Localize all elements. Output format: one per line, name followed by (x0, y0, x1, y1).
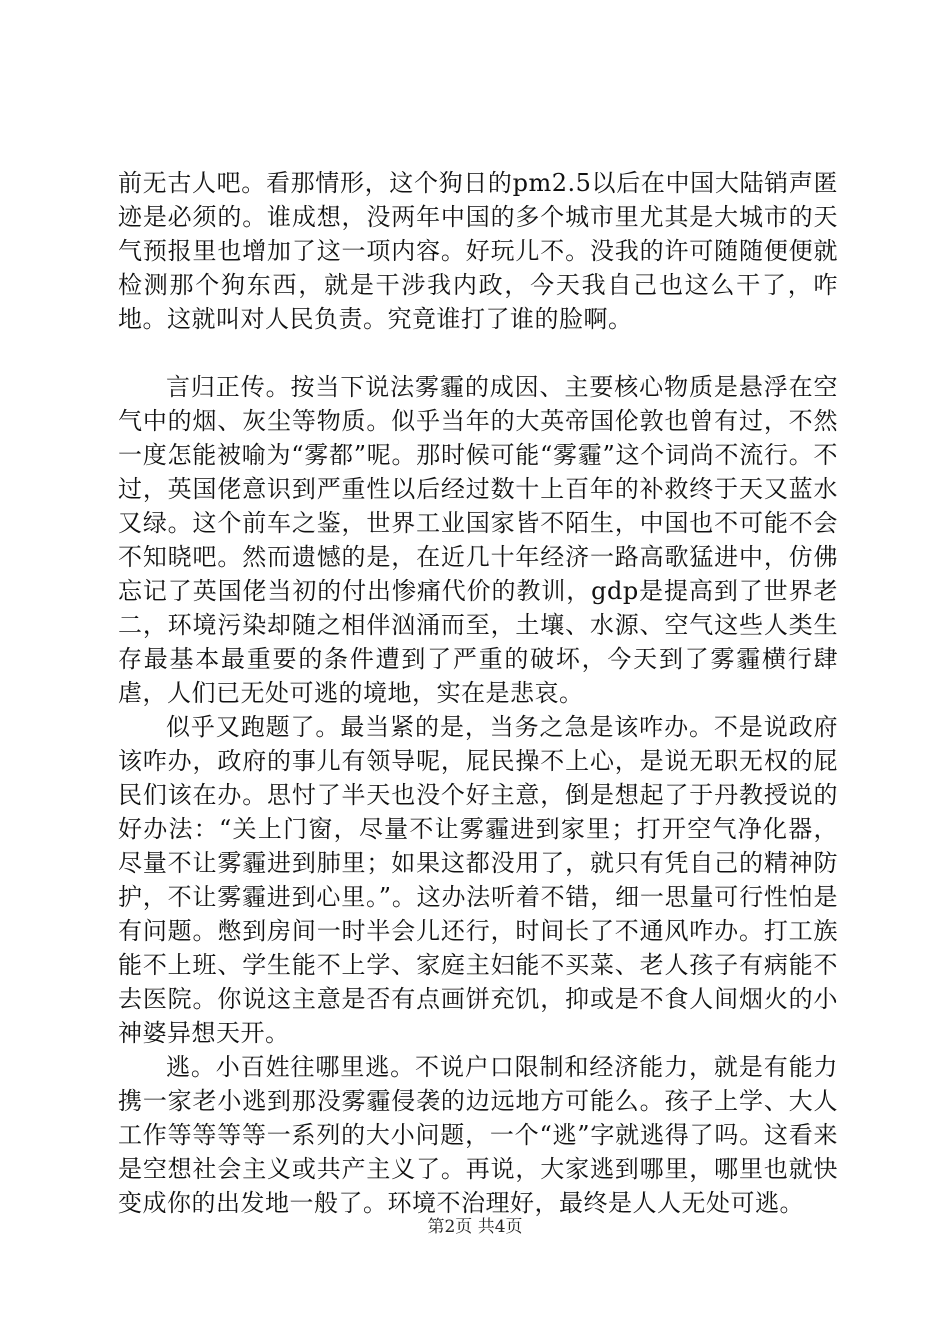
page-number-footer: 第2页 共4页 (427, 1217, 523, 1237)
paragraph-3: 似乎又跑题了。最当紧的是，当务之急是该咋办。不是说政府该咋办，政府的事儿有领导呢，屁民操不上心，是说无职无权的屁民们该在办。思忖了半天也没个好主意，倒是想起了于丹教授说的好办法：“关上门窗，尽量不让雾霾进到家里；打开空气净化器，尽量不让雾霾进到肺里；如果这都没用了，就只有凭自己的精神防护，不让雾霾进到心里。”。这办法听着不错，细一思量可行性怕是有问题。憋到房间一时半会儿还行，时间长了不通风咋办。打工族能不上班、学生能不上学、家庭主妇能不买菜、老人孩子有病能不去医院。你说这主意是否有点画饼充饥，抑或是不食人间烟火的小神婆异想天开。 (118, 713, 838, 1047)
paragraph-1: 前无古人吧。看那情形，这个狗日的pm2.5以后在中国大陆销声匿迹是必须的。谁成想，没两年中国的多个城市里尤其是大城市的天气预报里也增加了这一项内容。好玩儿不。没我的许可随随便便就检测那个狗东西，就是干涉我内政，今天我自己也这么干了，咋地。这就叫对人民负责。究竟谁打了谁的脸啊。 (118, 169, 838, 333)
document-body (118, 166, 838, 1220)
paragraph-4: 逃。小百姓往哪里逃。不说户口限制和经济能力，就是有能力携一家老小逃到那没雾霾侵袭的边远地方可能么。孩子上学、大人工作等等等等一系列的大小问题，一个“逃”字就逃得了吗。这看来是空想社会主义或共产主义了。再说，大家逃到哪里，哪里也就快变成你的出发地一般了。环境不治理好，最终是人人无处可逃。 (118, 1053, 838, 1217)
paragraph-2: 言归正传。按当下说法雾霾的成因、主要核心物质是悬浮在空气中的烟、灰尘等物质。似乎当年的大英帝国伦敦也曾有过，不然一度怎能被喻为“雾都”呢。那时候可能“雾霾”这个词尚不流行。不过，英国佬意识到严重性以后经过数十上百年的补救终于天又蓝水又绿。这个前车之鉴，世界工业国家皆不陌生，中国也不可能不会不知晓吧。然而遗憾的是，在近几十年经济一路高歌猛进中，仿佛忘记了英国佬当初的付出惨痛代价的教训，gdp是提高到了世界老二，环境污染却随之相伴汹涌而至，土壤、水源、空气这些人类生存最基本最重要的条件遭到了严重的破坏，今天到了雾霾横行肆虐，人们已无处可逃的境地，实在是悲哀。 (118, 373, 838, 707)
